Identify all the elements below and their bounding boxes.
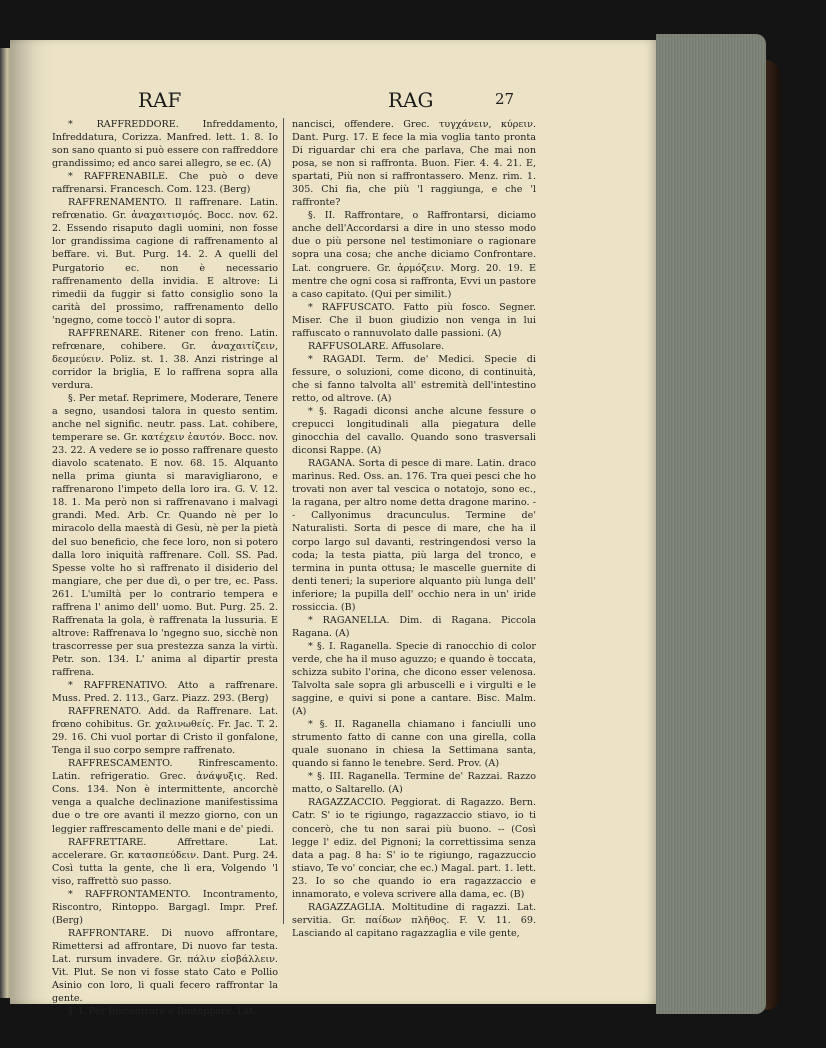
entry: RAFFRETTARE. Affrettare. Lat. accelerare. Gr. κατασπεύδειν. Dant. Purg. 24. Così tutta la gente, che lì era, Volgendo 'l viso, raffrettò suo passo. <box>52 836 278 887</box>
left-column <box>52 118 278 1018</box>
entry: * RAGADI. Term. de' Medici. Specie di fessure, o soluzioni, come dicono, di continuità, che si fanno talvolta all' estremità dell'intestino retto, od altrove. (A) <box>292 353 536 404</box>
entry: * RAFFUSCATO. Fatto più fosco. Segner. Miser. Che il buon giudizio non venga in lui raffuscato o rannuvolato dalle passioni. (A) <box>292 301 536 339</box>
entry: * RAGANELLA. Dim. di Ragana. Piccola Ragana. (A) <box>292 614 536 639</box>
entry: RAFFRENARE. Ritener con freno. Latin. refrœnare, cohibere. Gr. ἀναχαιτίζειν, δεσμεύειν. Poliz. st. 1. 38. Anzi ristringe al corridor la briglia, E lo raffrena sopra alla verdura. <box>52 327 278 391</box>
page-number: 27 <box>495 90 515 108</box>
entry: nancisci, offendere. Grec. τυγχάνειν, κύρειν. Dant. Purg. 17. E fece la mia voglia tanto pronta Di riguardar chi era che parlava, Che mai non posa, se non si raffronta. Buon. Fier. 4. 4. 21. E, spartati, Più non si raffrontassero. Menz. rim. 1. 305. Chi fia, che più 'l raggiunga, e che 'l raffronte? <box>292 119 536 209</box>
entry: RAFFRONTARE. Di nuovo affrontare, Rimettersi ad affrontare, Di nuovo far testa. Lat. rursum invadere. Gr. πάλιν εἰσβάλλειν. Vit. Plut. Se non vi fosse stato Cato e Pollio Asinio con loro, li quali fecero raffrontar la gente. <box>52 927 278 1005</box>
entry: * RAFFRENATIVO. Atto a raffrenare. Muss. Pred. 2. 113., Garz. Piazz. 293. (Berg) <box>52 680 278 705</box>
entry: * RAFFREDDORE. Infreddamento, Infreddatura, Corizza. Manfred. lett. 1. 8. Io son sano quanto si può essere con raffreddore grandissimo; ed anco sarei allegro, se ec. (A) <box>52 119 278 170</box>
entry: RAGAZZAGLIA. Moltitudine di ragazzi. Lat. servitia. Gr. παίδων πλῆθος. F. V. 11. 69. Lasciando al capitano ragazzaglia e vile gente, <box>292 901 536 939</box>
page-edges <box>656 34 766 1014</box>
entry: §. Per metaf. Reprimere, Moderare, Tenere a segno, usandosi talora in questo sentim. anche nel signific. neutr. pass. Lat. cohibere, temperare se. Gr. κατέχειν ἑαυτόν. Bocc. nov. 23. 22. A vedere se io posso raffrenare questo diavolo scatenato. E nov. 68. 15. Alquanto nella prima giunta si maravigliarono, e raffrenarono l'impeto della loro ira. G. V. 12. 18. 1. Ma però non si raffrenavano i malvagi grandi. Med. Arb. Cr. Quando nè per lo miracolo della maestà di Gesù, nè per la pietà del suo beneficio, che fece loro, non si potero dalla loro iniquità raffrenare. Coll. SS. Pad. Spesse volte ho sì raffrenato il disiderio del mangiare, che per due dì, o per tre, ec. Pass. 261. L'umiltà per lo contrario tempera e raffrena l' animo dell' uomo. But. Purg. 25. 2. Raffrenata la gola, è raffrenata la lussuria. E altrove: Raffrenava lo 'ngegno suo, sicchè non trascorresse per sua prestezza sanza la virtù. Petr. son. 134. L' anima al dipartir presta raffrena. <box>52 392 278 678</box>
entry: §. II. Raffrontare, o Raffrontarsi, diciamo anche dell'Accordarsi a dire in uno stesso modo due o più persone nel testimoniare o ragionare sopra una cosa; che anche diciamo Confrontare. Lat. congruere. Gr. ἁρμόζειν. Morg. 20. 19. E mentre che ogni cosa si raffronta, Evvi un pastore a caso capitato. (Qui per similit.) <box>292 210 536 300</box>
right-column <box>292 118 536 940</box>
entry: RAFFRESCAMENTO. Rinfrescamento. Latin. refrigeratio. Grec. ἀνάψυξις. Red. Cons. 134. Non è intermittente, ancorchè venga a qualche declinazione manifestissima due o tre ore avanti il mezzo giorno, con un leggier raffrescamento delle mani e de' piedi. <box>52 758 278 835</box>
entry: * §. III. Raganella. Termine de' Razzai. Razzo matto, o Saltarello. (A) <box>292 771 536 796</box>
entry: RAFFRENAMENTO. Il raffrenare. Latin. refrœnatio. Gr. ἀναχαιτισμός. Bocc. nov. 62. 2. Essendo risaputo dagli uomini, non fosse lor grandissima cagione di raffrenamento al beffare. vi. But. Purg. 14. 2. A quelli del Purgatorio ec. non è necessario raffrenamento della invidia. E altrove: Li rimedii da fuggir si fatto consiglio sono la carità del prossimo, raffrenamento dello 'ngegno, come toccò l' autor di sopra. <box>52 197 278 326</box>
entry: * §. Ragadi diconsi anche alcune fessure o crepucci longitudinali alla piegatura delle ginocchia del cavallo. Quando sono trasversali diconsi Rappe. (A) <box>292 406 536 457</box>
column-divider <box>283 118 284 924</box>
entry: RAGANA. Sorta di pesce di mare. Latin. draco marinus. Red. Oss. an. 176. Tra quei pesci che ho trovati non aver tal vescica o notatojo, sono ec., la ragana, per altro nome detta dragone marino. -- Callyonimus dracunculus. Termine de' Naturalisti. Sorta di pesce di mare, che ha il corpo largo sul davanti, restringendosi verso la coda; la testa piatta, più larga del tronco, e termina in punta ottusa; le mascelle guernite di denti teneri; la superiore alquanto più lunga dell' inferiore; la pupilla dell' occhio nera in un' iride rossiccia. (B) <box>292 458 536 613</box>
entry: RAFFUSOLARE. Affusolare. <box>308 340 445 352</box>
header-left-word: RAF <box>138 88 182 112</box>
entry: * §. I. Raganella. Specie di ranocchio di color verde, che ha il muso aguzzo; e quando è toccata, schizza subito l'orina, che dicono esser velenosa. Talvolta sale sopra gli arbuscelli e i virgulti e le saggine, e quivi si pone a cantare. Bisc. Malm. (A) <box>292 640 536 718</box>
entry: * RAFFRENABILE. Che può o deve raffrenarsi. Francesch. Com. 123. (Berg) <box>52 171 278 196</box>
entry: RAFFRENATO. Add. da Raffrenare. Lat. frœno cohibitus. Gr. χαλινωθείς. Fr. Jac. T. 2. 29. 16. Chi vuol portar di Cristo il gonfalone, Tenga il suo corpo sempre raffrenato. <box>52 706 278 757</box>
entry: RAGAZZACCIO. Peggiorat. di Ragazzo. Bern. Catr. S' io te rigiungo, ragazzaccio stiavo, io ti concerò, che tu non sarai più buono. -- (Così legge l' ediz. del Pignoni; la correttissima senza data a pag. 8 ha: S' io te rigiungo, ragazzuccio stiavo, Te vo' conciar, che ec.) Magal. part. 1. lett. 23. Io so che quando io era ragazzaccio e innamorato, e voleva scrivere alla dama, ec. (B) <box>292 797 536 900</box>
entry: * RAFFRONTAMENTO. Incontramento, Riscontro, Rintoppo. Bargagl. Impr. Pref. (Berg) <box>52 888 278 926</box>
entry: * §. II. Raganella chiamano i fanciulli uno strumento fatto di canne con una girella, colla quale suonano in chiesa la Settimana santa, quando si fanno le tenebre. Serd. Prov. (A) <box>292 719 536 770</box>
header-right-word: RAG <box>388 88 434 112</box>
entry: §. I. Per Riscontrare o Rintoppare. Lat. <box>68 1006 257 1018</box>
